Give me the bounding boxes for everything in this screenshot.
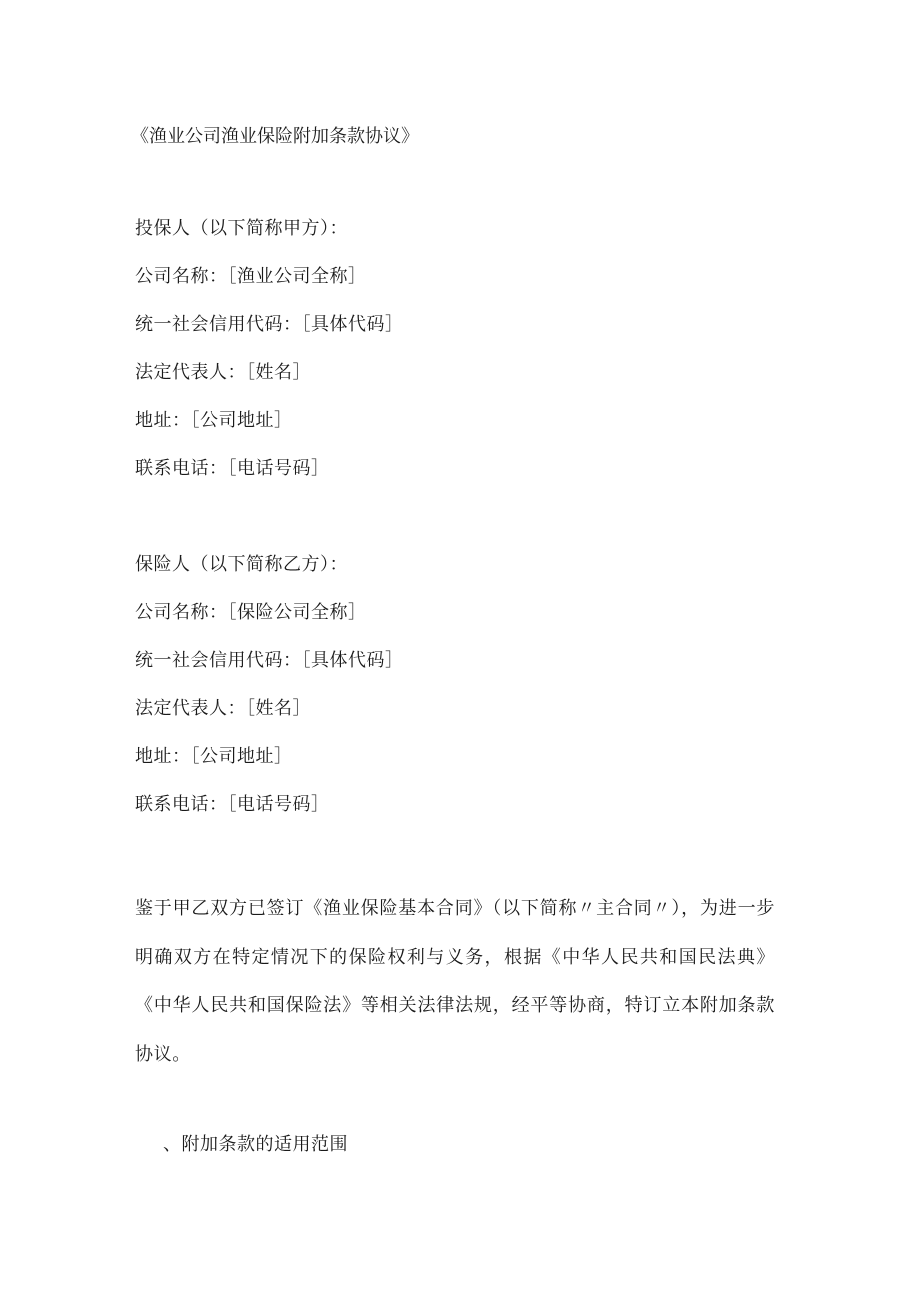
- party-a-credit-code: 统一社会信用代码：［具体代码］: [135, 314, 404, 335]
- party-b-credit-code: 统一社会信用代码：［具体代码］: [135, 650, 404, 671]
- party-a-heading: 投保人（以下简称甲方）：: [135, 218, 348, 239]
- preamble-paragraph: 鉴于甲乙双方已签订《渔业保险基本合同》（以下简称〃主合同〃），为进一步明确双方在特定情况下的保险权利与义务，根据《中华人民共和国民法典》《中华人民共和国保险法》等相关法律法规，经平等协商，特订立本附加条款协议。: [135, 898, 775, 1065]
- party-b-legal-rep: 法定代表人：［姓名］: [135, 698, 311, 719]
- party-a-address: 地址：［公司地址］: [135, 410, 293, 431]
- party-a-legal-rep: 法定代表人：［姓名］: [135, 362, 311, 383]
- party-b-heading: 保险人（以下简称乙方）：: [135, 554, 348, 575]
- party-a-company-name: 公司名称：［渔业公司全称］: [135, 266, 367, 287]
- party-a-phone: 联系电话：［电话号码］: [135, 458, 330, 479]
- party-b-company-name: 公司名称：［保险公司全称］: [135, 602, 367, 623]
- section-1-heading: 、附加条款的适用范围: [163, 1134, 348, 1155]
- document-title: 《渔业公司渔业保险附加条款协议》: [131, 126, 419, 147]
- party-b-phone: 联系电话：［电话号码］: [135, 794, 330, 815]
- party-b-address: 地址：［公司地址］: [135, 746, 293, 767]
